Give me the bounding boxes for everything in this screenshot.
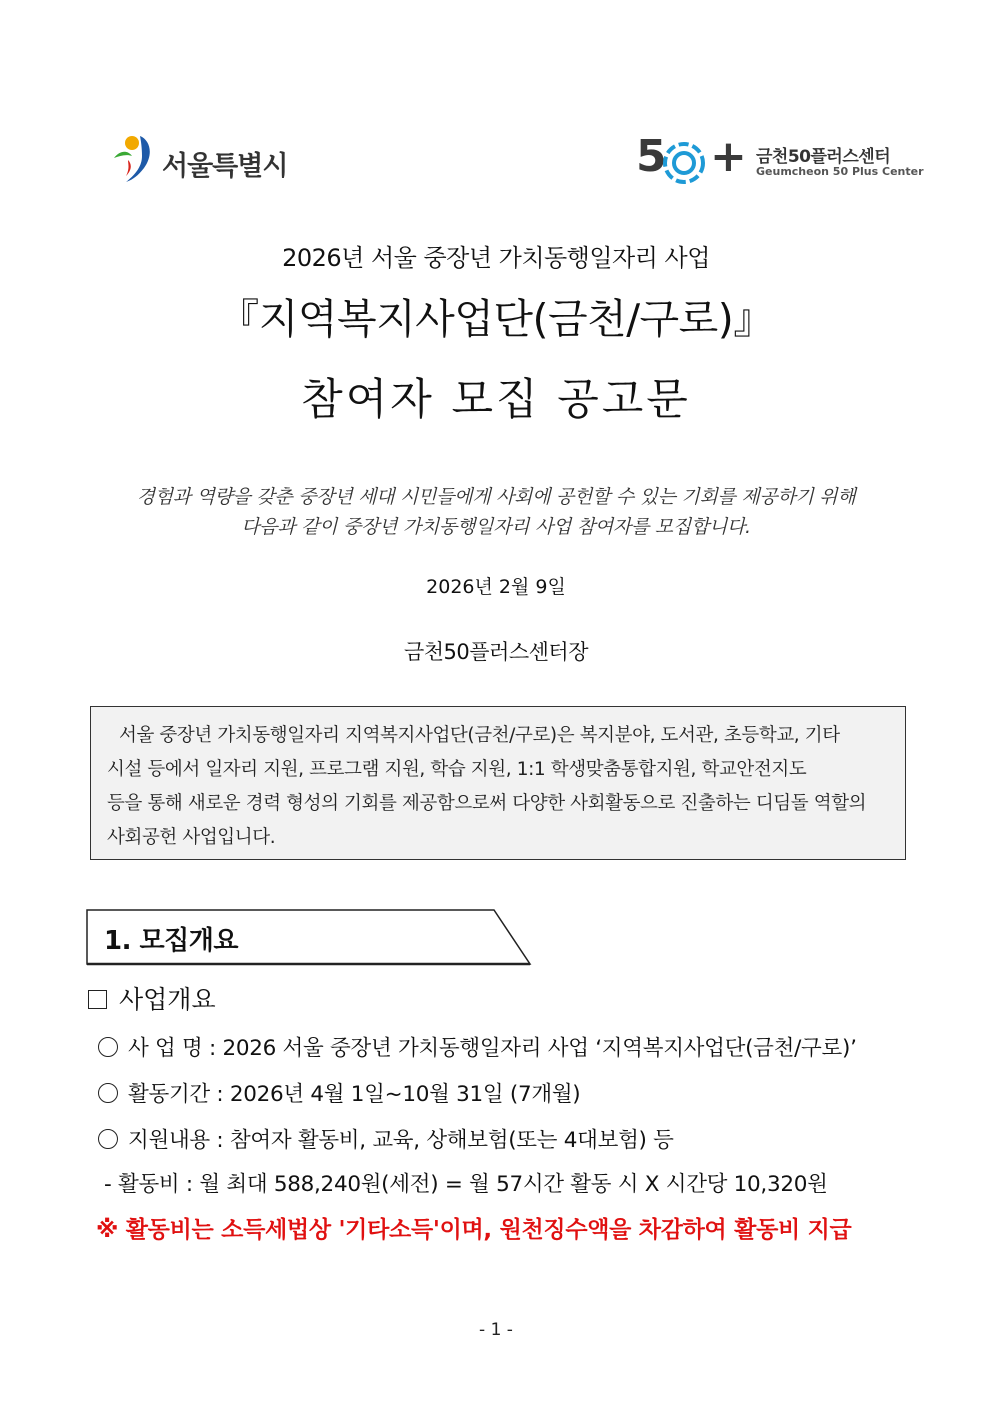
document-title: 『지역복지사업단(금천/구로)』 [218, 295, 774, 343]
circle-bullet-icon [98, 1037, 118, 1057]
ring-zero-icon [660, 140, 708, 186]
seoul-logo-text: 서울특별시 [162, 151, 288, 182]
seoul-city-emblem-icon [110, 128, 160, 188]
geumcheon-50plus-logo [636, 131, 924, 188]
section-header [86, 908, 532, 966]
item-label: 사 업 명 [128, 1036, 203, 1061]
logo-plus: + [710, 131, 747, 182]
item-value: 참여자 활동비, 교육, 상해보험(또는 4대보험) 등 [229, 1128, 674, 1153]
item-label: 활동기간 [128, 1082, 210, 1107]
item-value: 2026 서울 중장년 가치동행일자리 사업 ‘지역복지사업단(금천/구로)’ [222, 1036, 857, 1061]
center-name-ko: 금천50플러스센터 [756, 147, 891, 167]
logo-number-5: 5 [636, 131, 667, 182]
item-label: 지원내용 [128, 1128, 210, 1153]
pay-detail: - 활동비 : 월 최대 588,240원(세전) = 월 57시간 활동 시 X 시간당 10,320원 [104, 1172, 828, 1197]
list-item: 활동기간 : 2026년 4월 1일~10월 31일 (7개월) [98, 1077, 580, 1108]
page-number: - 1 - [479, 1320, 513, 1340]
summary-line-2: 시설 등에서 일자리 지원, 프로그램 지원, 학습 지원, 1:1 학생맞춤통합지원, 학교안전지도 [107, 759, 807, 780]
document-heading: 참여자 모집 공고문 [301, 375, 691, 425]
circle-bullet-icon [98, 1129, 118, 1149]
summary-box [90, 706, 906, 860]
summary-line-4: 사회공헌 사업입니다. [107, 827, 276, 848]
item-value: 2026년 4월 1일~10월 31일 (7개월) [229, 1082, 581, 1107]
announcement-date: 2026년 2월 9일 [426, 576, 566, 598]
summary-line-1: 서울 중장년 가치동행일자리 지역복지사업단(금천/구로)은 복지분야, 도서관, 초등학교, 기타 [119, 725, 840, 746]
section-title: 1. 모집개요 [104, 926, 238, 956]
circle-bullet-icon [98, 1083, 118, 1103]
overview-heading [88, 980, 216, 1016]
center-name-en: Geumcheon 50 Plus Center [756, 165, 924, 178]
list-item: 사 업 명 : 2026 서울 중장년 가치동행일자리 사업 ‘지역복지사업단(금천/구로)’ [98, 1031, 857, 1062]
list-item: 지원내용 : 참여자 활동비, 교육, 상해보험(또는 4대보험) 등 [98, 1123, 674, 1154]
summary-line-3: 등을 통해 새로운 경력 형성의 기회를 제공함으로써 다양한 사회활동으로 진출하는 디딤돌 역할의 [107, 793, 867, 814]
overview-heading-text: 사업개요 [119, 985, 216, 1014]
intro-line-1: 경험과 역량을 갖춘 중장년 세대 시민들에게 사회에 공헌할 수 있는 기회를 제공하기 위해 [136, 486, 856, 508]
document-subtitle: 2026년 서울 중장년 가치동행일자리 사업 [282, 244, 710, 272]
issuing-organization: 금천50플러스센터장 [403, 640, 588, 664]
tax-notice: ※ 활동비는 소득세법상 '기타소득'이며, 원천징수액을 차감하여 활동비 지급 [96, 1217, 852, 1243]
intro-line-2: 다음과 같이 중장년 가치동행일자리 사업 참여자를 모집합니다. [241, 516, 751, 538]
square-bullet-icon [88, 990, 107, 1009]
